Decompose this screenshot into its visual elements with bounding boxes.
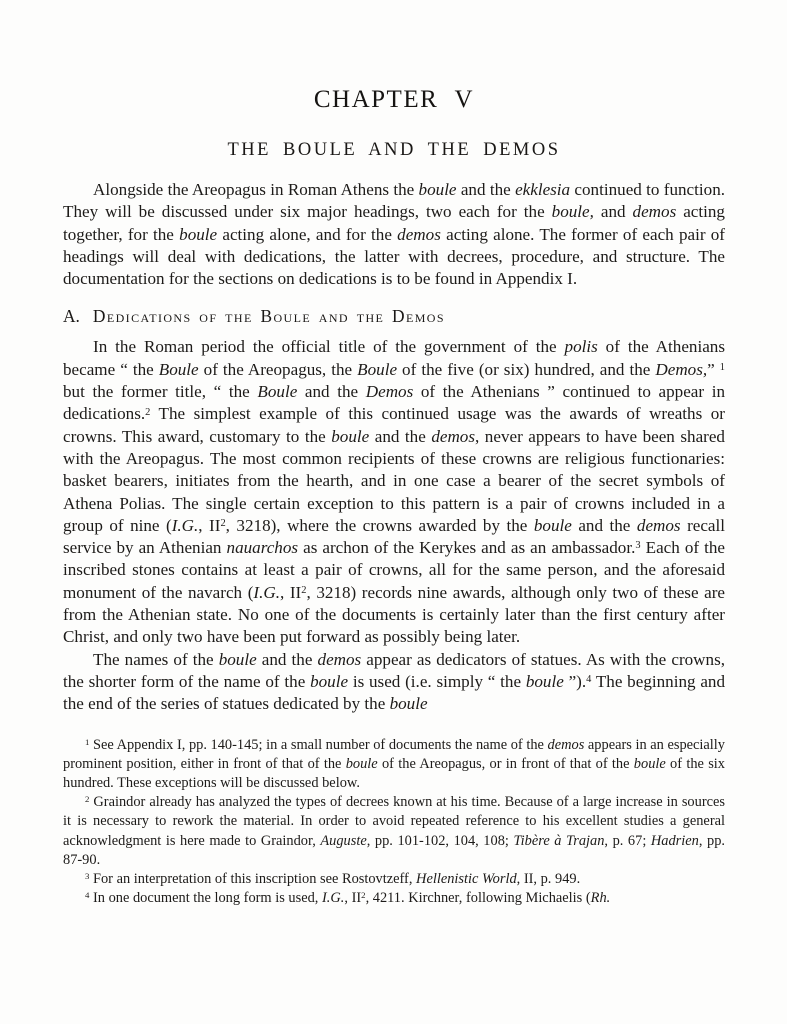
chapter-heading: CHAPTER V <box>313 86 475 113</box>
footnote-1: $^1$ See Appendix I, pp. 140-145; in a small number of documents the name of the demos appears in an especially prominent position, either in front of that of the boule of the Areopagus, or in front of that of the boule of the six hundred. These exceptions will be discussed below. <box>63 736 725 791</box>
section-label: A. <box>63 306 80 327</box>
paragraph-dedications: In the Roman period the official title of the government of the polis of the Athenians became “ the Boule of the Areopagus, the Boule of the five (or six) hundred, and the Demos,” $^1$ but the former title, “ the Boule and the Demos of the Athenians ” continued to appear in dedications.$^2$ The simplest example of this continued usage was the awards of wreaths or crowns. This award, customary to the boule and the demos, never appears to have been shared with the Areopagus. The most common recipients of these crowns are religious functionaries: basket bearers, initiates from the hearth, and in one case a bearer of the secret symbols of Athena Polias. The single certain exception to this pattern is a pair of crowns included in a group of nine (I.G., $II^2$, 3218), where the crowns awarded by the boule and the demos recall service by an Athenian nauarchos as archon of the Kerykes and as an ambassador.$^3$ Each of the inscribed stones contains at least a pair of crowns, all for the same person, and the aforesaid monument of the navarch (I.G., $II^2$, 3218) records nine awards, although only two of these are from the Athenian state. No one of the documents is certainly later than the first century after Christ, and only two have been put forward as possibly being later. <box>63 337 726 647</box>
page-title: THE BOULE AND THE DEMOS <box>227 140 561 160</box>
paragraph-statues: The names of the boule and the demos appear as dedicators of statues. As with the crowns, the shorter form of the name of the boule is used (i.e. simply “ the boule ”).$^4$ The beginning and the end of the series of statues dedicated by the boule <box>63 649 726 714</box>
body-text <box>63 179 725 716</box>
footnote-4: $^4$ In one document the long form is used, I.G., $II^2$, 4211. Kirchner, following Michaelis (Rh. <box>85 890 611 907</box>
footnote-2: $^2$ Graindor already has analyzed the types of decrees known at his time. Because of a large increase in sources it is necessary to rework the material. In order to avoid repeated reference to his excellent studies a general acknowledgment is here made to Graindor, Auguste, pp. 101-102, 104, 108; Tibère à Trajan, p. 67; Hadrien, pp. 87-90. <box>63 794 726 868</box>
footnotes <box>63 736 725 909</box>
section-title: Dedications of the Boule and the Demos <box>92 306 445 327</box>
intro-paragraph: Alongside the Areopagus in Roman Athens the boule and the ekklesia continued to function. They will be discussed under six major headings, two each for the boule, and demos acting together, for the boule acting alone, and for the demos acting alone. The former of each pair of headings will deal with dedications, the latter with decrees, procedure, and structure. The documentation for the sections on dedications is to be found in Appendix I. <box>63 180 726 289</box>
footnote-3: $^3$ For an interpretation of this inscription see Rostovtzeff, Hellenistic World, II, p. 949. <box>85 870 581 887</box>
section-heading <box>63 306 725 327</box>
